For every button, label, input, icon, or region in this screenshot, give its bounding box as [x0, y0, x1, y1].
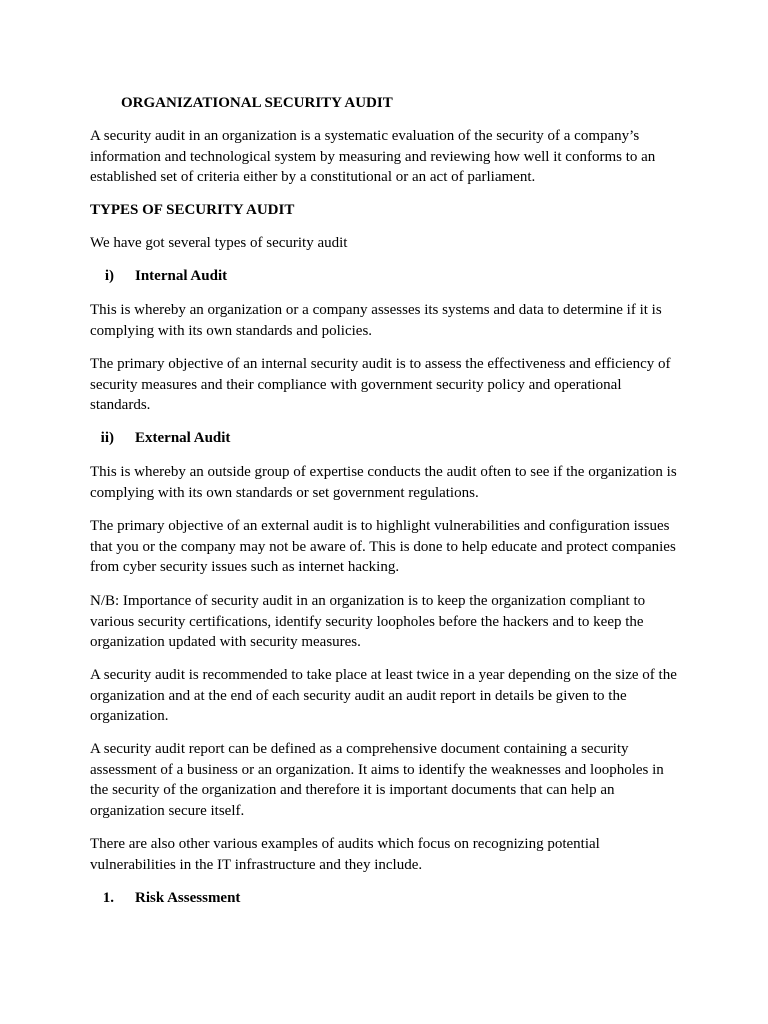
- document-title: ORGANIZATIONAL SECURITY AUDIT: [121, 95, 393, 111]
- report-definition-paragraph: A security audit report can be defined as a comprehensive document containing a security assessment of a business or an organization. It aims to identify the weaknesses and loopholes in the security of the organization and therefore it is important documents that can help an organization secure itself.: [90, 741, 664, 819]
- internal-audit-paragraph-1: This is whereby an organization or a company assesses its systems and data to determine if it is complying with its own standards and policies.: [90, 302, 662, 339]
- external-audit-paragraph-1: This is whereby an outside group of expertise conducts the audit often to see if the organization is complying with its own standards or set government regulations.: [90, 464, 677, 501]
- internal-audit-paragraph-2: The primary objective of an internal security audit is to assess the effectiveness and efficiency of security measures and their compliance with government security policy and operational standards.: [90, 356, 671, 414]
- internal-audit-heading: Internal Audit: [135, 268, 228, 284]
- list-marker-external: ii): [100, 430, 114, 446]
- external-audit-paragraph-2: The primary objective of an external audit is to highlight vulnerabilities and configuration issues that you or the company may not be aware of. This is done to help educate and protect companies from cyber security issues such as internet hacking.: [90, 518, 676, 576]
- external-audit-heading: External Audit: [135, 430, 231, 446]
- recommendation-paragraph: A security audit is recommended to take place at least twice in a year depending on the size of the organization and at the end of each security audit an audit report in details be given to the organization.: [90, 667, 677, 725]
- types-heading: TYPES OF SECURITY AUDIT: [90, 202, 295, 218]
- list-item-external-audit: [90, 428, 390, 448]
- list-item-internal-audit: [90, 266, 390, 286]
- list-item-risk-assessment: [90, 888, 390, 908]
- other-examples-paragraph: There are also other various examples of audits which focus on recognizing potential vulnerabilities in the IT infrastructure and they include.: [90, 836, 600, 873]
- risk-assessment-heading: Risk Assessment: [135, 890, 241, 906]
- types-intro-paragraph: We have got several types of security audit: [90, 235, 348, 251]
- intro-paragraph: A security audit in an organization is a systematic evaluation of the security of a company’s information and technological system by measuring and reviewing how well it conforms to an established set of criteria either by a constitutional or an act of parliament.: [90, 128, 656, 186]
- list-marker-internal: i): [104, 268, 114, 284]
- nb-paragraph: N/B: Importance of security audit in an organization is to keep the organization compliant to various security certifications, identify security loopholes before the hackers and to keep the organization updated with security measures.: [90, 593, 646, 651]
- list-marker-1: 1.: [102, 890, 114, 906]
